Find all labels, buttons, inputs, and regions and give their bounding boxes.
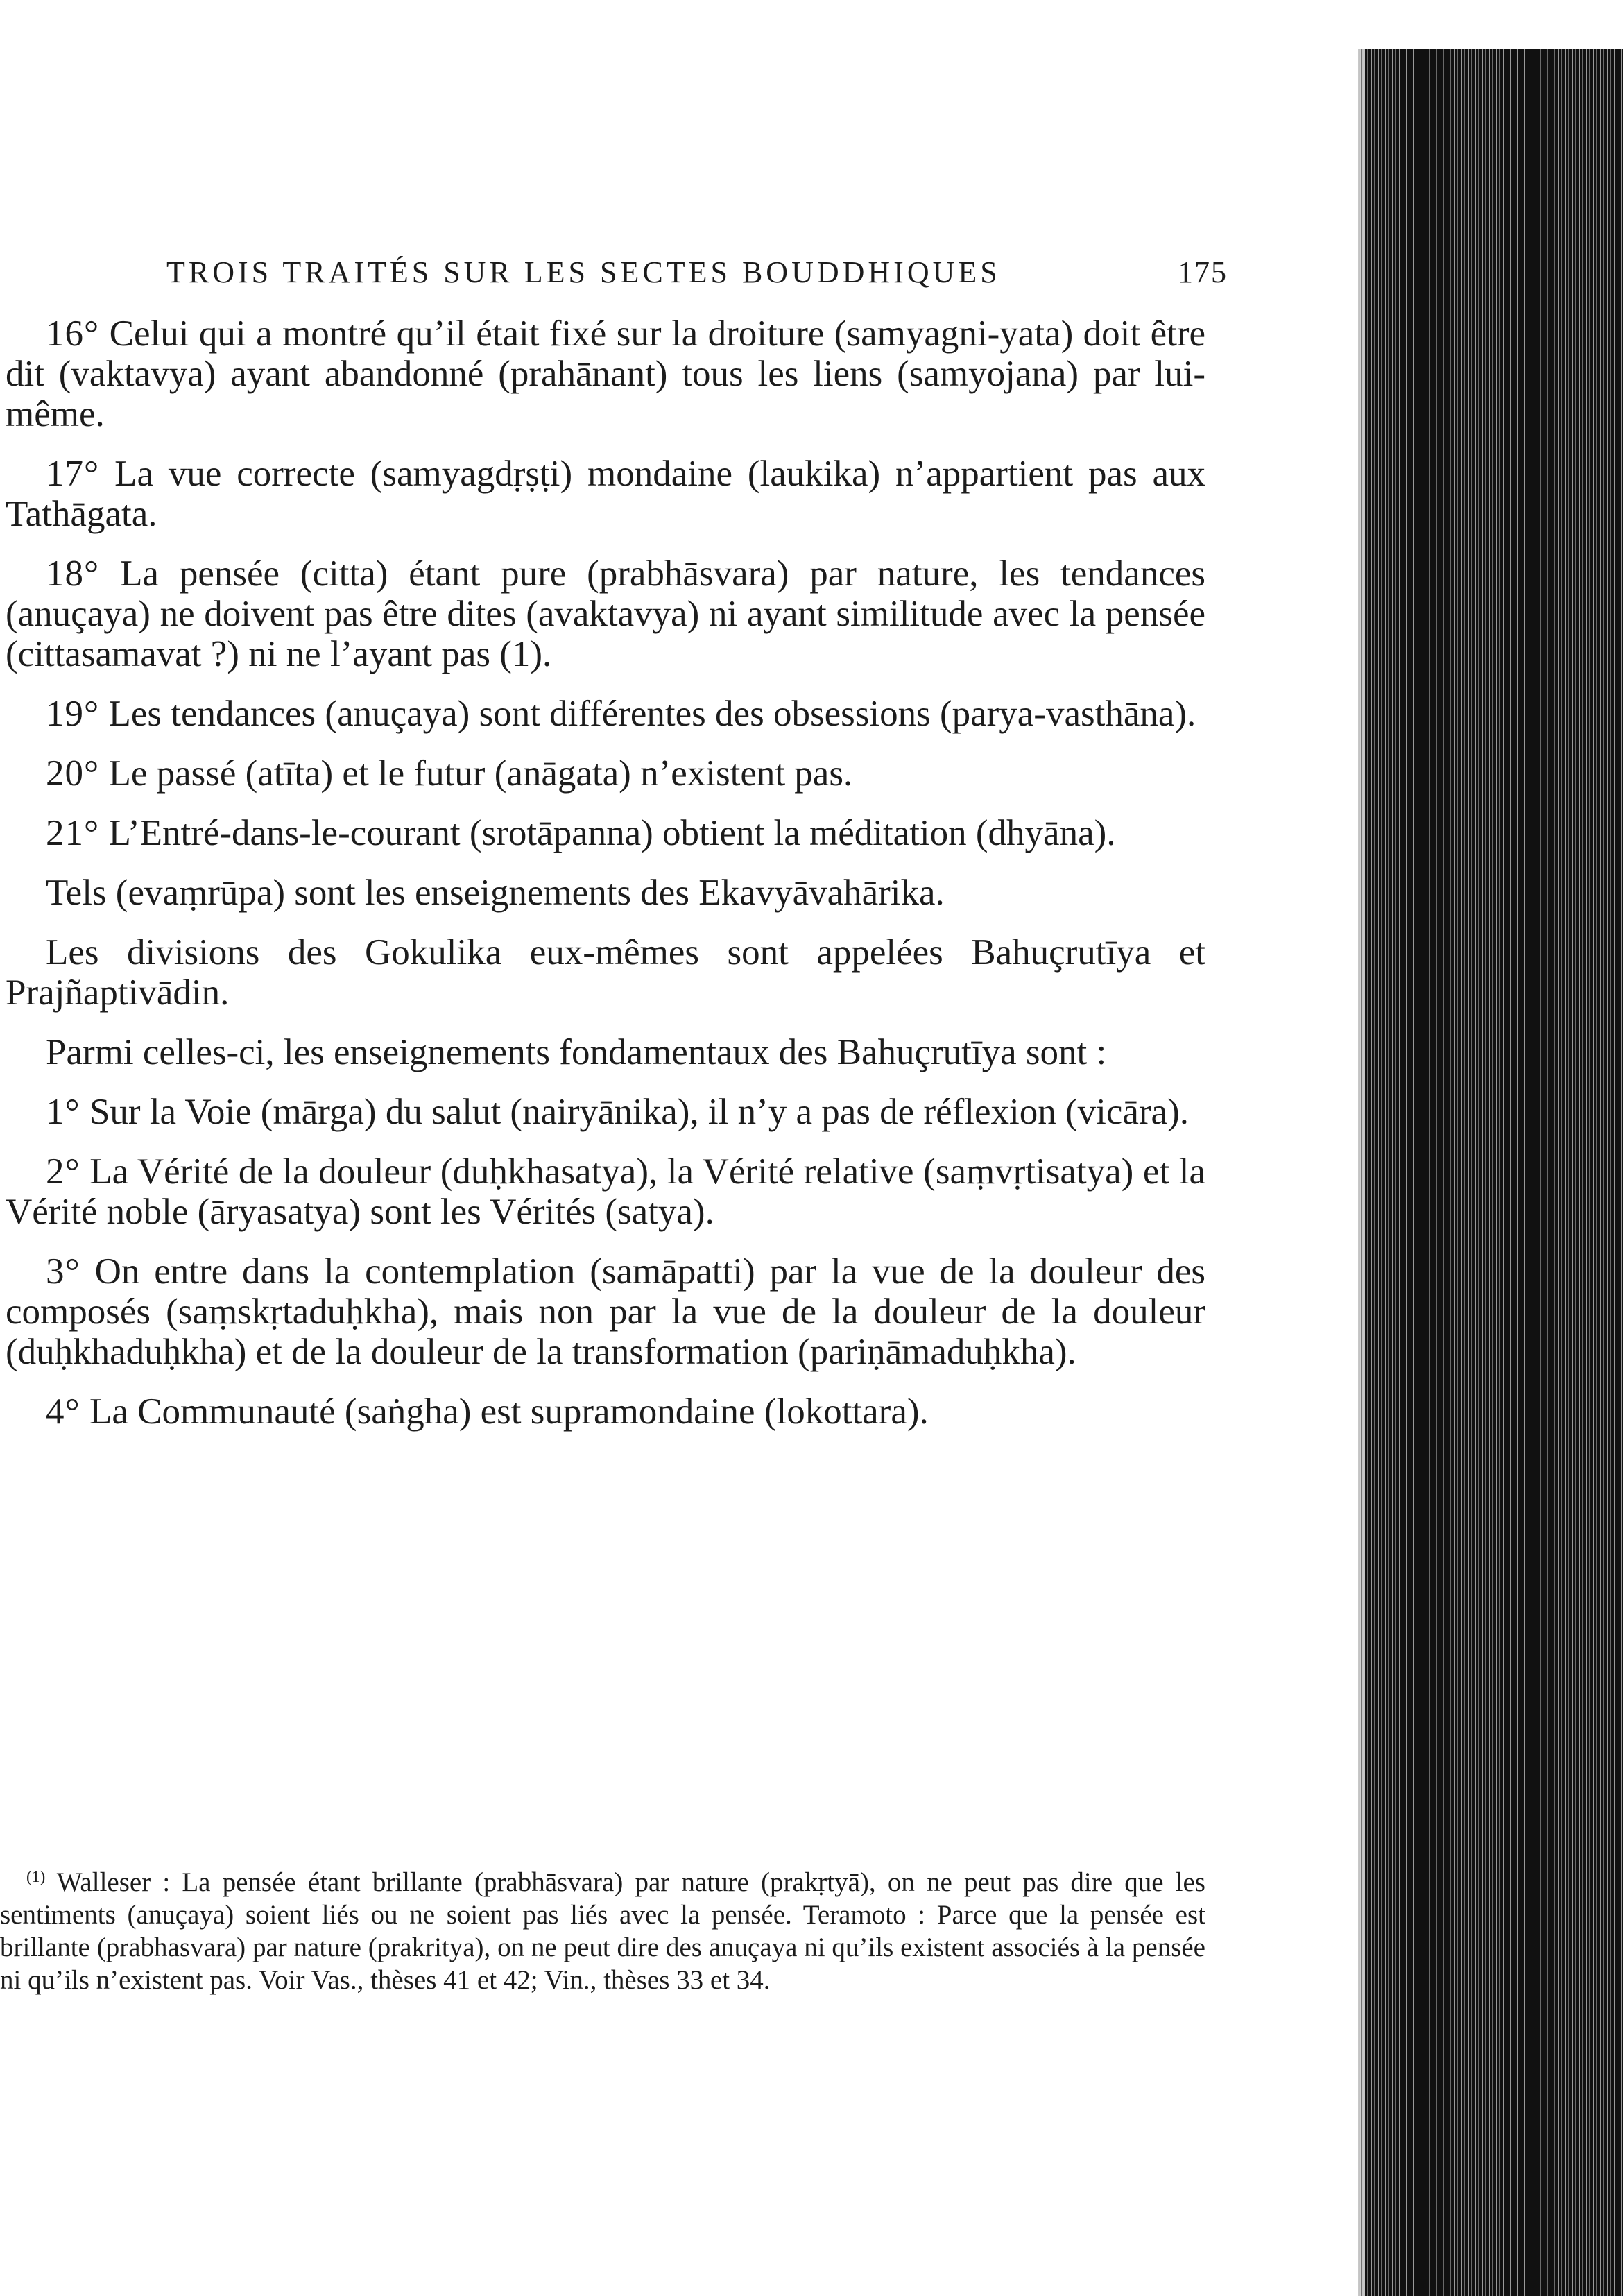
paragraph-text: Parmi celles-ci, les enseignements fondamentaux des Bahuçrutīya sont : — [46, 1032, 1107, 1072]
footnote-marker: (1) — [26, 1868, 46, 1887]
paragraph — [6, 873, 1205, 913]
paragraph-text: La pensée (citta) étant pure (prabhāsvara) par nature, les tendances (anuçaya) ne doivent pas être dites (avaktavya) ni ayant similitude avec la pensée (cittasamavat ?) ni ne l’ayant pas (1). — [6, 554, 1206, 674]
paragraph-text: La vue correcte (samyagdṛṣṭi) mondaine (laukika) n’appartient pas aux Tathāgata. — [6, 454, 1206, 534]
item-number: 16° — [46, 314, 100, 354]
footnote — [0, 1866, 1205, 1996]
paragraph-text: L’Entré-dans-le-courant (srotāpanna) obtient la méditation (dhyāna). — [108, 813, 1116, 853]
paragraph-text: Les tendances (anuçaya) sont différentes des obsessions (parya-vasthāna). — [108, 694, 1196, 734]
paragraph-text: Sur la Voie (mārga) du salut (nairyānika), il n’y a pas de réflexion (vicāra). — [89, 1092, 1189, 1132]
footnote-text: Walleser : La pensée étant brillante (prabhāsvara) par nature (prakṛtyā), on ne peut pas dire que les sentiments (anuçaya) soient liés ou ne soient pas liés avec la pensée. Teramoto : Parce que la pensée est brillante (prabhasvara) par nature (prakritya), on ne peut dire des anuçaya ni qu’ils existent associés à la pensée ni qu’ils n’existent pas. Voir Vas., thèses 41 et 42; Vin., thèses 33 et 34. — [0, 1867, 1205, 1995]
paragraph — [6, 1251, 1205, 1372]
paragraph — [6, 694, 1205, 734]
paragraph-text: On entre dans la contemplation (samāpatti) par la vue de la douleur des composés (saṃskṛtaduḥkha), mais non par la vue de la douleur de la douleur (duḥkhaduḥkha) et de la douleur de la transformation (pariṇāmaduḥkha). — [6, 1251, 1205, 1372]
item-number: 3° — [46, 1251, 80, 1292]
item-number: 17° — [46, 454, 100, 494]
paragraph-text: Tels (evaṃrūpa) sont les enseignements des Ekavyāvahārika. — [46, 873, 945, 913]
paragraph — [6, 554, 1205, 674]
paragraph — [6, 1092, 1205, 1132]
item-number: 4° — [46, 1391, 80, 1432]
page-number: 175 — [1178, 255, 1228, 289]
item-number: 18° — [46, 554, 100, 594]
paragraph — [6, 1391, 1205, 1432]
footnotes — [0, 1866, 1205, 1996]
paragraph-text: Celui qui a montré qu’il était fixé sur la droiture (samyagni-yata) doit être dit (vaktavya) ayant abandonné (prahānant) tous les liens (samyojana) par lui-même. — [6, 314, 1205, 434]
paragraph — [6, 1151, 1205, 1232]
paragraph-text: Les divisions des Gokulika eux-mêmes sont appelées Bahuçrutīya et Prajñaptivādin. — [6, 932, 1205, 1013]
running-title: TROIS TRAITÉS SUR LES SECTES BOUDDHIQUES — [166, 255, 1001, 289]
item-number: 19° — [46, 694, 100, 734]
paragraph — [6, 454, 1205, 534]
item-number: 2° — [46, 1151, 80, 1192]
paragraph — [6, 932, 1205, 1013]
paragraph-text: Le passé (atīta) et le futur (anāgata) n’existent pas. — [108, 753, 853, 794]
item-number: 20° — [46, 753, 100, 794]
item-number: 21° — [46, 813, 100, 853]
main-text — [6, 314, 1205, 1451]
paragraph — [6, 813, 1205, 853]
book-binding-shadow — [1365, 49, 1623, 2296]
paragraph — [6, 1032, 1205, 1072]
paragraph-text: La Vérité de la douleur (duḥkhasatya), la Vérité relative (saṃvṛtisatya) et la Vérité noble (āryasatya) sont les Vérités (satya). — [6, 1151, 1205, 1232]
paragraph — [6, 314, 1205, 434]
paragraph — [6, 753, 1205, 794]
paragraph-text: La Communauté (saṅgha) est supramondaine (lokottara). — [89, 1391, 929, 1432]
item-number: 1° — [46, 1092, 80, 1132]
